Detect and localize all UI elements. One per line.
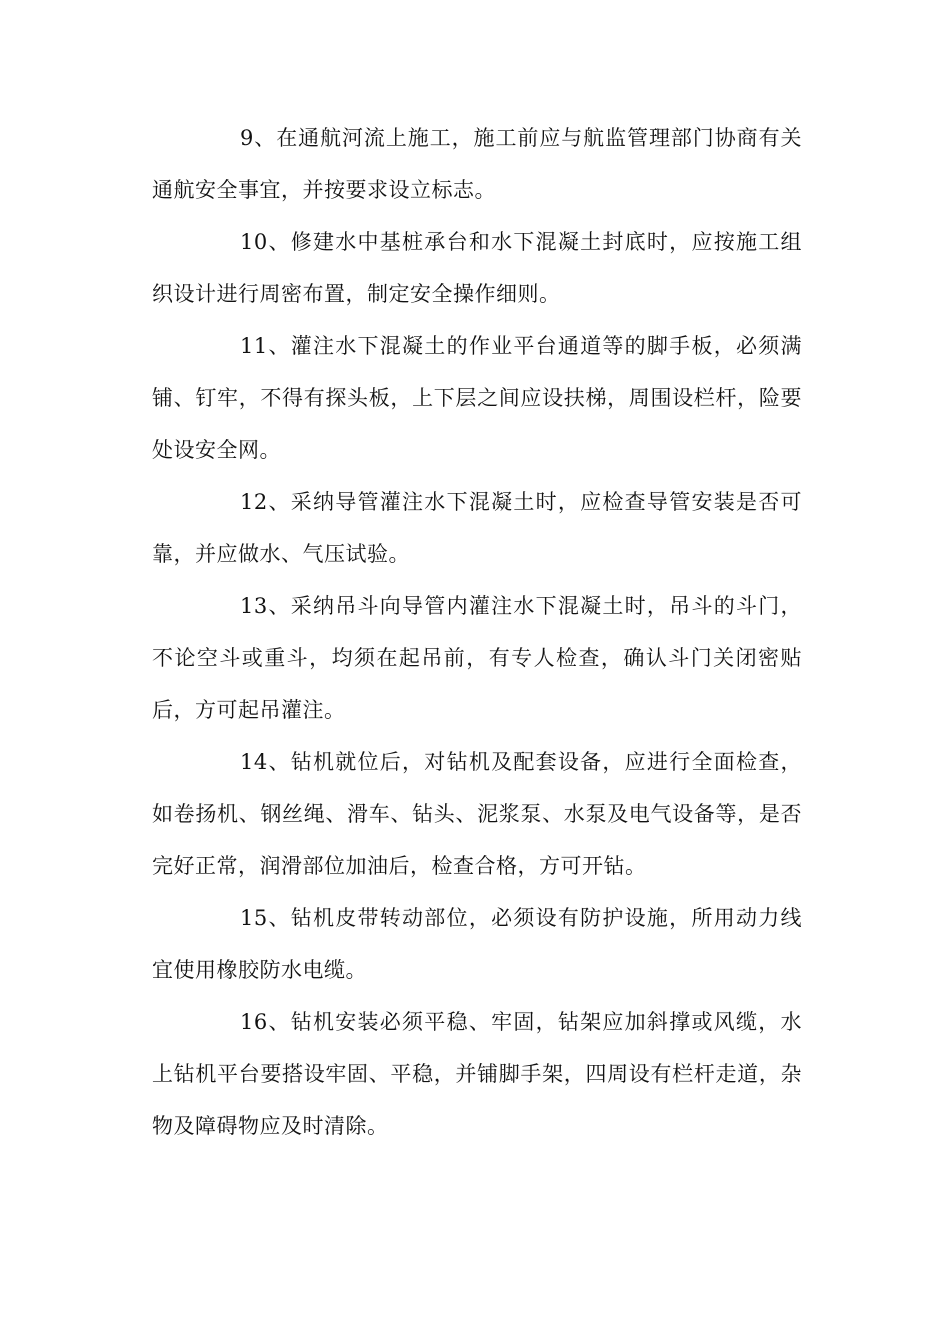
paragraph-15: 15、钻机皮带转动部位，必须设有防护设施，所用动力线宜使用橡胶防水电缆。: [152, 906, 802, 982]
paragraph-13: 13、采纳吊斗向导管内灌注水下混凝土时，吊斗的斗门，不论空斗或重斗，均须在起吊前，有专人检查，确认斗门关闭密贴后，方可起吊灌注。: [152, 594, 802, 722]
document-body: [152, 112, 802, 1152]
paragraph-14: 14、钻机就位后，对钻机及配套设备，应进行全面检查，如卷扬机、钢丝绳、滑车、钻头、泥浆泵、水泵及电气设备等，是否完好正常，润滑部位加油后，检查合格，方可开钻。: [152, 750, 802, 878]
paragraph-16: 16、钻机安装必须平稳、牢固，钻架应加斜撑或风缆，水上钻机平台要搭设牢固、平稳，并铺脚手架，四周设有栏杆走道，杂物及障碍物应及时清除。: [152, 1010, 802, 1138]
paragraph-12: 12、采纳导管灌注水下混凝土时，应检查导管安装是否可靠，并应做水、气压试验。: [152, 490, 802, 566]
paragraph-10: 10、修建水中基桩承台和水下混凝土封底时，应按施工组织设计进行周密布置，制定安全操作细则。: [152, 230, 802, 306]
paragraph-9: 9、在通航河流上施工，施工前应与航监管理部门协商有关通航安全事宜，并按要求设立标志。: [152, 126, 802, 202]
paragraph-11: 11、灌注水下混凝土的作业平台通道等的脚手板，必须满铺、钉牢，不得有探头板，上下层之间应设扶梯，周围设栏杆，险要处设安全网。: [152, 334, 802, 462]
